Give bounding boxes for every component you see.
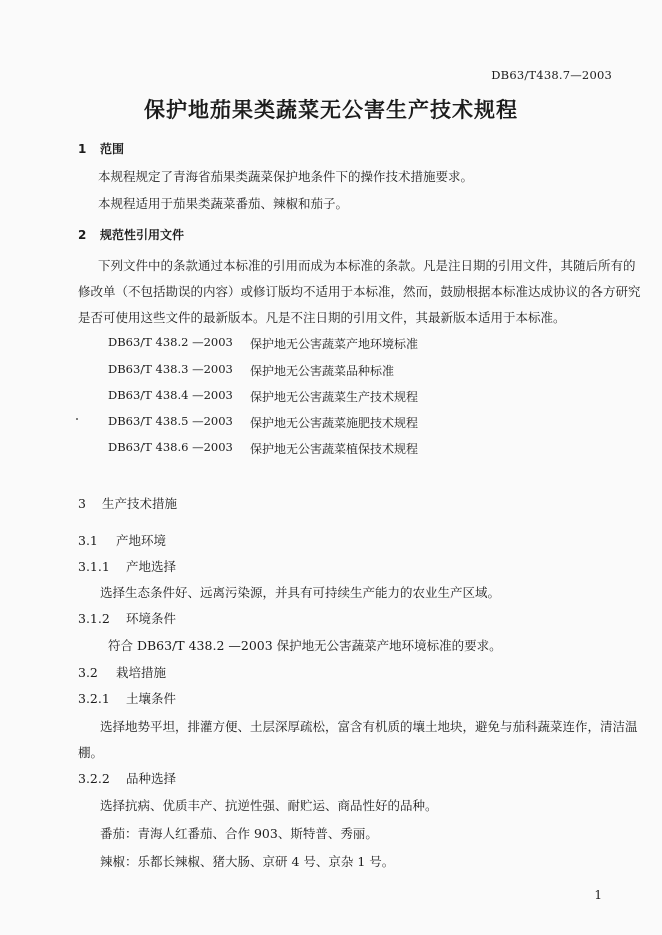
paragraph: 番茄：青海人红番茄、合作 903、斯特普、秀丽。: [100, 826, 378, 841]
subsection-title: 土壤条件: [126, 691, 177, 706]
reference-name: 保护地无公害蔬菜品种标准: [250, 364, 395, 378]
section-title: 范围: [100, 142, 125, 156]
section-title: 生产技术措施: [102, 496, 178, 511]
reference-code: DB63/T 438.5 —2003: [108, 414, 233, 428]
subsection-3-1-heading: [78, 531, 166, 549]
paragraph: 选择抗病、优质丰产、抗逆性强、耐贮运、商品性好的品种。: [100, 798, 438, 813]
subsection-number: 3.2.2: [78, 771, 110, 786]
reference-code: DB63/T 438.4 —2003: [108, 388, 233, 402]
paragraph: 本规程规定了青海省茄果类蔬菜保护地条件下的操作技术措施要求。: [98, 169, 474, 184]
subsection-title: 栽培措施: [116, 665, 167, 680]
section-3-heading: [78, 494, 177, 512]
page-title: 保护地茄果类蔬菜无公害生产技术规程: [144, 97, 518, 122]
reference-code: DB63/T 438.3 —2003: [108, 362, 233, 376]
subsection-3-2-2-heading: [78, 769, 176, 787]
scan-speck: [76, 418, 78, 420]
paragraph-line: 修改单（不包括勘误的内容）或修订版均不适用于本标准，然而，鼓励根据本标准达成协议的各方研究: [78, 284, 641, 299]
subsection-3-2-heading: [78, 663, 166, 681]
document-number: DB63/T438.7—2003: [491, 68, 612, 82]
paragraph-line: 下列文件中的条款通过本标准的引用而成为本标准的条款。凡是注日期的引用文件，其随后所有的: [98, 258, 636, 273]
subsection-title: 品种选择: [126, 771, 177, 786]
reference-name: 保护地无公害蔬菜施肥技术规程: [250, 416, 419, 430]
paragraph: 选择生态条件好、远离污染源，并具有可持续生产能力的农业生产区域。: [100, 585, 501, 600]
subsection-number: 3.1.2: [78, 611, 110, 626]
reference-name: 保护地无公害蔬菜生产技术规程: [250, 390, 419, 404]
subsection-title: 产地环境: [116, 533, 167, 548]
subsection-number: 3.1.1: [78, 559, 110, 574]
reference-name: 保护地无公害蔬菜产地环境标准: [250, 337, 419, 351]
subsection-3-1-1-heading: [78, 557, 176, 575]
subsection-number: 3.2.1: [78, 691, 110, 706]
subsection-number: 3.1: [78, 533, 98, 548]
subsection-title: 产地选择: [126, 559, 177, 574]
page-number: 1: [594, 888, 602, 902]
reference-code: DB63/T 438.2 —2003: [108, 335, 233, 349]
section-1-heading: [78, 140, 124, 157]
reference-name: 保护地无公害蔬菜植保技术规程: [250, 442, 419, 456]
section-number: 2: [78, 228, 87, 242]
subsection-number: 3.2: [78, 665, 98, 680]
paragraph: 符合 DB63/T 438.2 —2003 保护地无公害蔬菜产地环境标准的要求。: [108, 638, 502, 653]
section-number: 1: [78, 142, 87, 156]
reference-code: DB63/T 438.6 —2003: [108, 440, 233, 454]
paragraph: 辣椒：乐都长辣椒、猪大肠、京研 4 号、京杂 1 号。: [100, 854, 395, 869]
section-2-heading: [78, 226, 184, 243]
paragraph-line: 棚。: [78, 745, 104, 760]
paragraph-line: 是否可使用这些文件的最新版本。凡是不注日期的引用文件，其最新版本适用于本标准。: [78, 310, 566, 325]
subsection-3-1-2-heading: [78, 609, 176, 627]
subsection-title: 环境条件: [126, 611, 177, 626]
paragraph-line: 选择地势平坦，排灌方便、土层深厚疏松，富含有机质的壤土地块，避免与茄科蔬菜连作，清洁温: [100, 719, 638, 734]
subsection-3-2-1-heading: [78, 689, 176, 707]
section-number: 3: [78, 496, 86, 511]
section-title: 规范性引用文件: [100, 228, 185, 242]
paragraph: 本规程适用于茄果类蔬菜番茄、辣椒和茄子。: [98, 196, 349, 211]
